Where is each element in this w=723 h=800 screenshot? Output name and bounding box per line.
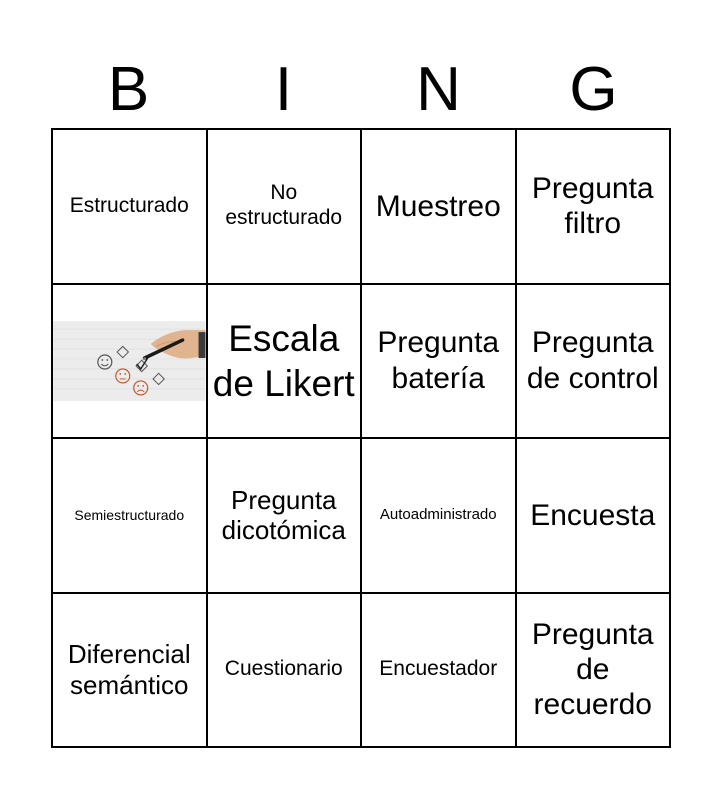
bingo-header [51, 52, 671, 128]
bingo-card [51, 128, 671, 748]
bingo-cell[interactable]: No estructurado [208, 130, 363, 285]
bingo-cell[interactable]: Diferencial semántico [53, 594, 208, 749]
bingo-cell[interactable]: Pregunta dicotómica [208, 439, 363, 594]
bingo-cell[interactable]: Encuestador [362, 594, 517, 749]
header-letter-b: B [107, 55, 150, 124]
bingo-cell[interactable]: Escala de Likert [208, 285, 363, 440]
bingo-cell[interactable]: Semiestructurado [53, 439, 208, 594]
bingo-cell[interactable]: Pregunta de recuerdo [517, 594, 672, 749]
bingo-cell[interactable]: Autoadministrado [362, 439, 517, 594]
bingo-cell[interactable]: Pregunta filtro [517, 130, 672, 285]
bingo-cell[interactable]: Cuestionario [208, 594, 363, 749]
bingo-cell[interactable]: Muestreo [362, 130, 517, 285]
header-letter-n: N [416, 55, 461, 124]
bingo-cell[interactable]: Pregunta batería [362, 285, 517, 440]
bingo-cell-image[interactable] [53, 285, 208, 440]
header-letter-i: I [274, 55, 293, 124]
bingo-cell[interactable]: Estructurado [53, 130, 208, 285]
survey-checklist-photo-icon [53, 285, 206, 438]
header-letter-g: G [569, 55, 618, 124]
bingo-cell[interactable]: Pregunta de control [517, 285, 672, 440]
bingo-cell[interactable]: Encuesta [517, 439, 672, 594]
